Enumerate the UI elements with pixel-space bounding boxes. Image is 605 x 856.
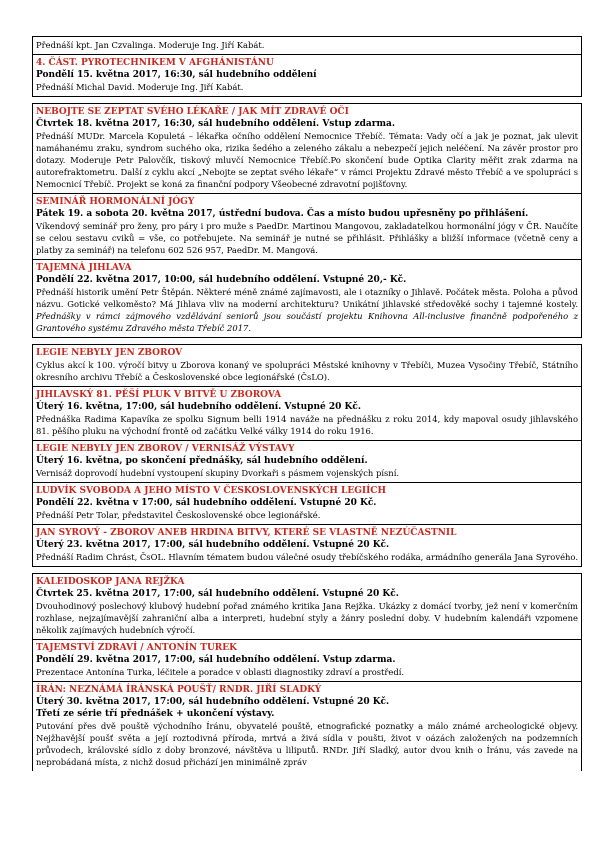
entry-title: TAJEMSTVÍ ZDRAVÍ / ANTONÍN TUREK [36, 643, 237, 653]
program-entry [33, 37, 581, 55]
program-entry [33, 104, 581, 194]
entry-title: LEGIE NEBYLY JEN ZBOROV [36, 348, 183, 358]
entry-description: Přednáší Radim Chrást, ČsOL. Hlavním tématem budou válečné osudy třebíčského rodáka, armádního generála Jana Syrového. [36, 552, 578, 562]
entry-subtitle: Třetí ze série tří přednášek + ukončení výstavy. [36, 709, 275, 719]
entry-date: Pondělí 15. května 2017, 16:30, sál hudebního oddělení [36, 70, 317, 80]
program-entry [33, 55, 581, 96]
entry-description: Přednáší kpt. Jan Czvalinga. Moderuje Ing. Jiří Kabát. [36, 40, 265, 50]
entry-description: Vernisáž doprovodí hudební vystoupení skupiny Dvorkaři s pásmem vojenských písní. [36, 468, 400, 478]
entry-date: Pátek 19. a sobota 20. května 2017, ústřední budova. Čas a místo budou upřesněny po přihlášení. [36, 209, 529, 219]
entry-date: Čtvrtek 18. května 2017, 16:30, sál hudebního oddělení. Vstup zdarma. [36, 119, 395, 129]
entry-description: Cyklus akcí k 100. výročí bitvy u Zborova konaný ve spolupráci Městské knihovny v Třebíči, Muzea Vysočiny Třebíč, Státního okresního archivu Třebíč a Československé obce legionářské (ČsLO). [36, 360, 578, 382]
program-group [32, 344, 582, 567]
program-entry [33, 483, 581, 525]
entry-description: Přednáší Michal David. Moderuje Ing. Jiří Kabát. [36, 82, 244, 92]
entry-date: Úterý 30. května 2017, 17:00, sál hudebního oddělení. Vstupné 20 Kč. [36, 697, 390, 707]
entry-description: Víkendový seminář pro ženy, pro páry i pro muže s PaedDr. Martinou Mangovou, zakladatelkou hormonální jógy v ČR. Naučíte se celou sestavu cviků = vše, co potřebujete. Na seminář je nutné se přihlásit. Přihlášky a bližší informace (včetně ceny a platby za seminář) na telefonu 602 526 957, PaedDr. M. Mangová. [36, 221, 578, 255]
program-entry [33, 441, 581, 483]
entry-description: Prezentace Antonína Turka, léčitele a poradce v oblasti diagnostiky zdraví a prostředí. [36, 667, 405, 677]
program-entry [33, 260, 581, 337]
entry-description: Přednáší Petr Tolar, představitel Československé obce legionářské. [36, 510, 321, 520]
entry-title: ÍRÁN: NEZNÁMÁ ÍRÁNSKÁ POUŠŤ/ RNDR. JIŘÍ SLADKÝ [36, 685, 322, 695]
entry-title: JIHLAVSKÝ 81. PĚŠÍ PLUK V BITVĚ U ZBOROVA [36, 390, 282, 400]
entry-description: Putování přes dvě pouště východního Íránu, obyvatelé pouště, etnografické poznatky a málo známé archeologické objevy. Nejžhavější poušť světa a její roztodivná příroda, mrtvá a živá sídla v poušti, život v oázách založených na podzemních průvodech, královské sídlo z doby bronzové, návštěva u liliputů. RNDr. Jiří Sladký, autor dvou knih o Íránu, vás zavede na neprobádaná místa, z nichž dosud přichází jen minimálně zpráv [36, 721, 578, 767]
program-group [32, 36, 582, 97]
entry-title: KALEIDOSKOP JANA REJŽKA [36, 577, 185, 587]
entry-description: Dvouhodinový poslechový klubový hudební pořad známého kritika Jana Rejžka. Ukázky z domácí tvorby, jež není v komerčním rozhlase, nejzajímavější zahraniční alba a interpreti, hudební styly a žánry poslední doby. V hudebním kalendáři vzpomene několik zajímavých hudebních výročí. [36, 601, 578, 635]
entry-date: Úterý 16. května, 17:00, sál hudebního oddělení. Vstupné 20 Kč. [36, 402, 361, 412]
entry-description-text: Přednáší historik umění Petr Štěpán. Některé méně známé zajímavosti, ale i otazníky o Jihlavě. Počátek města. Poloha a původ názvu. Gotické velkoměsto? Má Jihlava vliv na moderní architekturu? Unikátní jihlavské středověké sochy i tajemné kostely. [36, 287, 578, 309]
entry-description: Přednáška Radima Kapavíka ze spolku Signum belli 1914 naváže na přednášku z roku 2014, kdy mapoval osudy jihlavského 81. pěšího pluku na východní frontě od začátku Velké války 1914 do roku 1916. [36, 414, 578, 436]
entry-date: Úterý 23. května 2017, 17:00, sál hudebního oddělení. Vstupné 20 Kč. [36, 540, 390, 550]
entry-title: JAN SYROVÝ - ZBOROV ANEB HRDINA BITVY, KTERÉ SE VLASTNĚ NEZÚČASTNIL [36, 528, 457, 538]
program-entry [33, 387, 581, 441]
entry-description: Přednáší MUDr. Marcela Kopuletá – lékařka očního oddělení Nemocnice Třebíč. Témata: Vady očí a jak je poznat, jak ulevit namáhanému zraku, syndrom suchého oka, rizika šedého a zeleného zákalu a nebezpečí jejich neléčení. Na závěr prostor pro dotazy. Moderuje Petr Palovčík, tiskový mluvčí Nemocnice Třebíč.Po skončení bude Optika Clarity měřit zrak zdarma na autorefraktometru. Další z cyklu akcí „Nebojte se zeptat svého lékaře“ v rámci Projektu Zdravé město Třebíč a ve spolupráci s Nemocnicí Třebíč. Projekt se koná za finanční podpory Všeobecné zdravotní pojišťovny. [36, 131, 578, 189]
entry-description [36, 286, 578, 334]
entry-title: TAJEMNÁ JIHLAVA [36, 263, 132, 273]
program-entry [33, 574, 581, 640]
entry-title: NEBOJTE SE ZEPTAT SVÉHO LÉKAŘE / JAK MÍT ZDRAVÉ OČI [36, 107, 349, 117]
entry-date: Pondělí 22. května 2017, 10:00, sál hudebního oddělení. Vstupné 20,- Kč. [36, 275, 407, 285]
entry-date: Pondělí 22. května v 17:00, sál hudebního oddělení. Vstupné 20 Kč. [36, 498, 377, 508]
program-group [32, 103, 582, 338]
program-group [32, 573, 582, 771]
program-entry [33, 525, 581, 566]
entry-title: LUDVÍK SVOBODA A JEHO MÍSTO V ČESKOSLOVENSKÝCH LEGIÍCH [36, 486, 386, 496]
program-entry [33, 345, 581, 387]
program-entry [33, 682, 581, 771]
program-entry [33, 640, 581, 682]
program-entry [33, 194, 581, 260]
entry-date: Čtvrtek 25. května 2017, 17:00, sál hudebního oddělení. Vstupné 20 Kč. [36, 589, 399, 599]
entry-title: LEGIE NEBYLY JEN ZBOROV / VERNISÁŽ VÝSTAVY [36, 444, 295, 454]
entry-title: SEMINÁŘ HORMONÁLNÍ JÓGY [36, 197, 195, 207]
entry-date: Úterý 16. května, po skončení přednášky, sál hudebního oddělení. [36, 456, 368, 466]
program-page [32, 36, 582, 771]
entry-description-note: Přednášky v rámci zájmového vzdělávání seniorů jsou součástí projektu Knihovna All-inclusive finančně podpořeného z Grantového systému Zdravého města Třebíč 2017. [36, 311, 578, 333]
entry-title: 4. ČÁST. PYROTECHNIKEM V AFGHÁNISTÁNU [36, 58, 274, 68]
entry-date: Pondělí 29. května 2017, 17:00, sál hudebního oddělení. Vstup zdarma. [36, 655, 396, 665]
